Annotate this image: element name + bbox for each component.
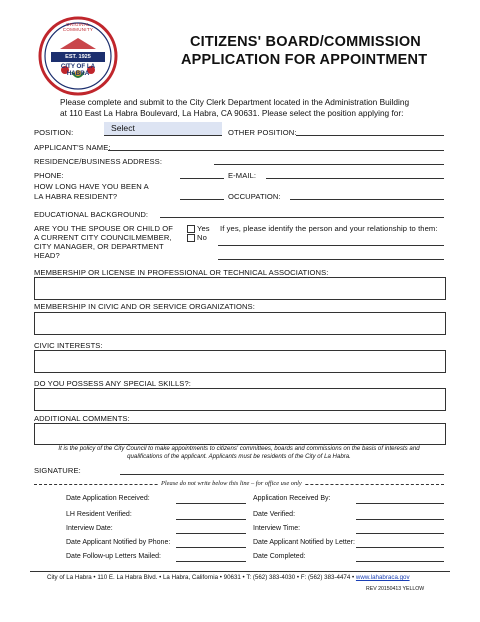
- office-right-input[interactable]: [356, 503, 444, 504]
- relationship-label: If yes, please identify the person and your relationship to them:: [220, 224, 438, 233]
- office-left-label: Date Applicant Notified by Phone:: [66, 539, 171, 546]
- footer-address-text: City of La Habra • 110 E. La Habra Blvd. • La Habra, California • 90631 • T: (562) 383-4030 • F: (562) 383-4474 •: [47, 574, 356, 581]
- office-right-label: Application Received By:: [253, 495, 331, 502]
- footer-rule: [30, 571, 450, 572]
- footer-website-link[interactable]: www.lahabraca.gov: [355, 574, 410, 581]
- position-label: POSITION:: [34, 128, 74, 137]
- office-left-label: LH Resident Verified:: [66, 511, 132, 518]
- city-seal: [38, 16, 118, 96]
- comments-textarea[interactable]: [34, 423, 446, 445]
- position-select[interactable]: [104, 122, 222, 136]
- spouse-question-line1: ARE YOU THE SPOUSE OR CHILD OF: [34, 224, 174, 233]
- address-input[interactable]: [214, 164, 444, 165]
- spouse-question-line2: A CURRENT CITY COUNCILMEMBER,: [34, 233, 172, 242]
- position-select-value: Select: [111, 123, 135, 133]
- applicant-name-input[interactable]: [108, 150, 444, 151]
- office-left-input[interactable]: [176, 547, 246, 548]
- comments-label: ADDITIONAL COMMENTS:: [34, 414, 130, 423]
- office-left-input[interactable]: [176, 533, 246, 534]
- civic-interests-label: CIVIC INTERESTS:: [34, 341, 103, 350]
- office-right-input[interactable]: [356, 519, 444, 520]
- email-label: E-MAIL:: [228, 171, 257, 180]
- yes-label: Yes: [197, 224, 210, 233]
- other-position-input[interactable]: [296, 135, 444, 136]
- footer-address: [47, 574, 410, 581]
- office-right-input[interactable]: [356, 547, 444, 548]
- residency-label-line1: HOW LONG HAVE YOU BEEN A: [34, 182, 149, 191]
- relationship-input[interactable]: [218, 245, 444, 246]
- intro-line2: at 110 East La Habra Boulevard, La Habra, CA 90631. Please select the position applying for:: [60, 108, 404, 118]
- office-left-input[interactable]: [176, 561, 246, 562]
- spouse-question-line4: HEAD?: [34, 251, 60, 260]
- office-left-label: Date Application Received:: [66, 495, 150, 502]
- residency-label-line2: LA HABRA RESIDENT?: [34, 192, 118, 201]
- office-right-input[interactable]: [356, 533, 444, 534]
- office-right-input[interactable]: [356, 561, 444, 562]
- civic-interests-textarea[interactable]: [34, 350, 446, 373]
- phone-input[interactable]: [180, 178, 224, 179]
- office-right-label: Date Completed:: [253, 553, 306, 560]
- email-input[interactable]: [266, 178, 444, 179]
- spouse-question-line3: CITY MANAGER, OR DEPARTMENT: [34, 242, 164, 251]
- policy-line1: It is the policy of the City Council to make appointments to citizens' committees, boards and commissions on the basis of interests and: [58, 445, 420, 452]
- occupation-label: OCCUPATION:: [228, 192, 281, 201]
- office-left-label: Interview Date:: [66, 525, 113, 532]
- address-label: RESIDENCE/BUSINESS ADDRESS:: [34, 157, 163, 166]
- no-checkbox[interactable]: [187, 234, 195, 242]
- residency-input[interactable]: [180, 199, 224, 200]
- intro-line1: Please complete and submit to the City Clerk Department located in the Administration Building: [60, 97, 410, 107]
- applicant-name-label: APPLICANT'S NAME:: [34, 143, 111, 152]
- phone-label: PHONE:: [34, 171, 64, 180]
- office-right-label: Date Verified:: [253, 511, 296, 518]
- office-right-label: Interview Time:: [253, 525, 301, 532]
- policy-note: [34, 445, 444, 461]
- education-input[interactable]: [160, 217, 444, 218]
- other-position-label: OTHER POSITION:: [228, 128, 297, 137]
- special-skills-textarea[interactable]: [34, 388, 446, 411]
- office-left-input[interactable]: [176, 503, 246, 504]
- seal-top-text: ORIGINAL COMMUNITY: [62, 22, 94, 32]
- office-left-input[interactable]: [176, 519, 246, 520]
- office-left-label: Date Follow-up Letters Mailed:: [66, 553, 161, 560]
- yes-checkbox[interactable]: [187, 225, 195, 233]
- office-right-label: Date Applicant Notified by Letter:: [253, 539, 355, 546]
- membership-civic-textarea[interactable]: [34, 312, 446, 335]
- office-use-notice: Please do not write below this line – for office use only: [158, 480, 305, 487]
- form-title-line2: APPLICATION FOR APPOINTMENT: [181, 52, 428, 68]
- membership-professional-label: MEMBERSHIP OR LICENSE IN PROFESSIONAL OR TECHNICAL ASSOCIATIONS:: [34, 268, 329, 277]
- seal-city-name: CITY OF LA HABRA: [60, 63, 96, 77]
- policy-line2: qualifications of the applicant. Applicants must be residents of the City of La Habra.: [127, 453, 351, 460]
- signature-input[interactable]: [120, 474, 444, 475]
- no-label: No: [197, 233, 207, 242]
- special-skills-label: DO YOU POSSESS ANY SPECIAL SKILLS?:: [34, 379, 191, 388]
- revision-code: REV 20150413 YELLOW: [366, 586, 425, 592]
- relationship-input-line2[interactable]: [218, 259, 444, 260]
- signature-label: SIGNATURE:: [34, 466, 81, 475]
- seal-est: EST. 1925: [65, 54, 91, 60]
- membership-professional-textarea[interactable]: [34, 277, 446, 300]
- occupation-input[interactable]: [290, 199, 444, 200]
- form-title-line1: CITIZENS' BOARD/COMMISSION: [190, 34, 421, 50]
- education-label: EDUCATIONAL BACKGROUND:: [34, 210, 149, 219]
- membership-civic-label: MEMBERSHIP IN CIVIC AND OR SERVICE ORGANIZATIONS:: [34, 302, 255, 311]
